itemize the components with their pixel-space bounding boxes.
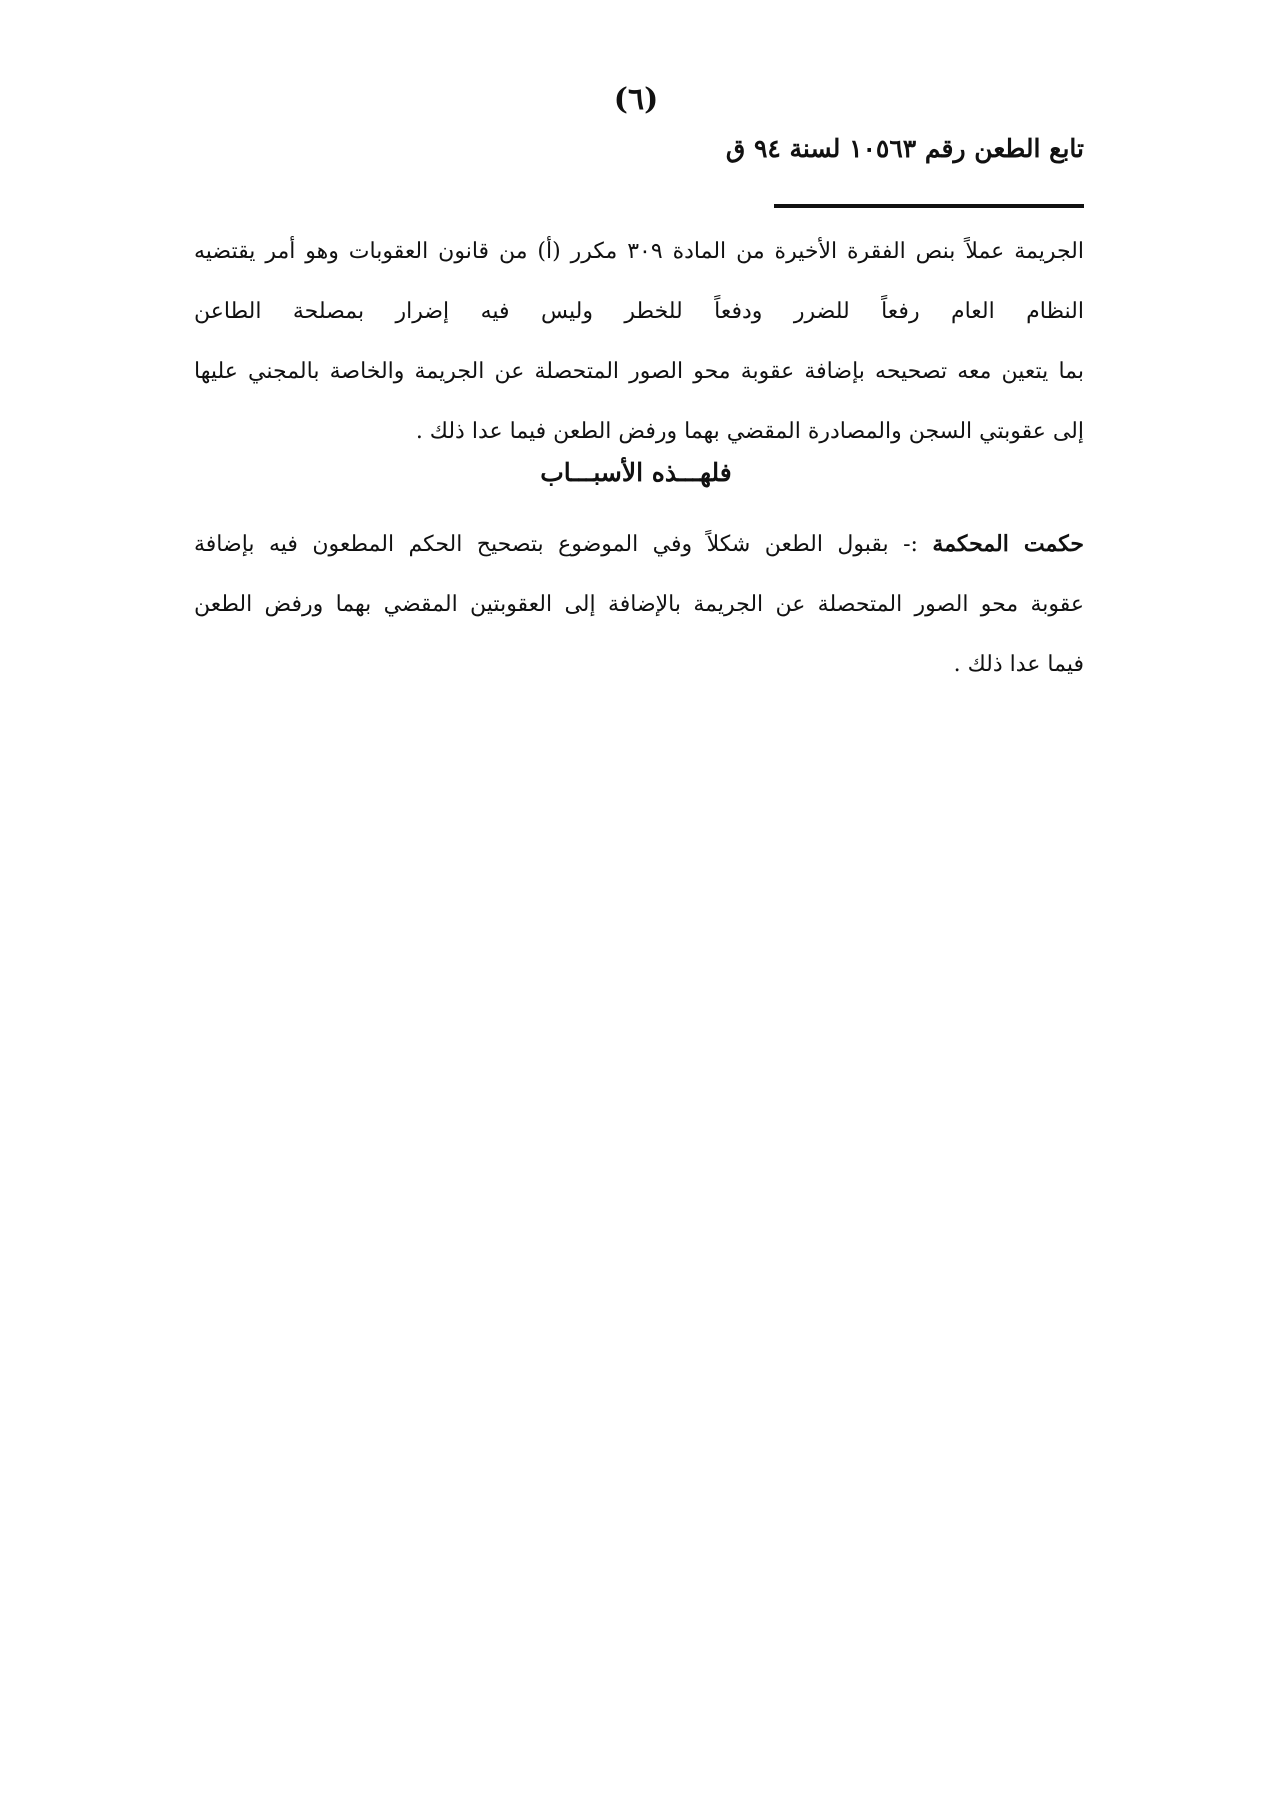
page-number: (٦) xyxy=(613,82,659,117)
ruling-paragraph xyxy=(194,514,1084,695)
judgment-paragraph xyxy=(194,222,1084,462)
paragraph-line: بما يتعين معه تصحيحه بإضافة عقوبة محو الصور المتحصلة عن الجريمة والخاصة بالمجني عليها xyxy=(194,359,1084,384)
ruling-label: حكمت المحكمة xyxy=(932,531,1084,557)
paragraph-line: إلى عقوبتي السجن والمصادرة المقضي بهما ورفض الطعن فيما عدا ذلك . xyxy=(415,419,1084,444)
paragraph-line: فيما عدا ذلك . xyxy=(953,652,1084,677)
ruling-text: :- بقبول الطعن شكلاً وفي الموضوع بتصحيح الحكم المطعون فيه بإضافة xyxy=(194,532,933,557)
section-heading: فلهـــذه الأسبـــاب xyxy=(540,458,732,487)
paragraph-line xyxy=(194,514,1084,575)
paragraph-line: الجريمة عملاً بنص الفقرة الأخيرة من المادة ٣٠٩ مكرر (أ) من قانون العقوبات وهو أمر يقتضيه xyxy=(194,239,1085,264)
header-rule xyxy=(774,204,1084,208)
paragraph-line: عقوبة محو الصور المتحصلة عن الجريمة بالإضافة إلى العقوبتين المقضي بهما ورفض الطعن xyxy=(194,592,1084,617)
case-header: تابع الطعن رقم ١٠٥٦٣ لسنة ٩٤ ق xyxy=(725,134,1084,163)
paragraph-line: النظام العام رفعاً للضرر ودفعاً للخطر وليس فيه إضرار بمصلحة الطاعن xyxy=(194,299,1084,324)
